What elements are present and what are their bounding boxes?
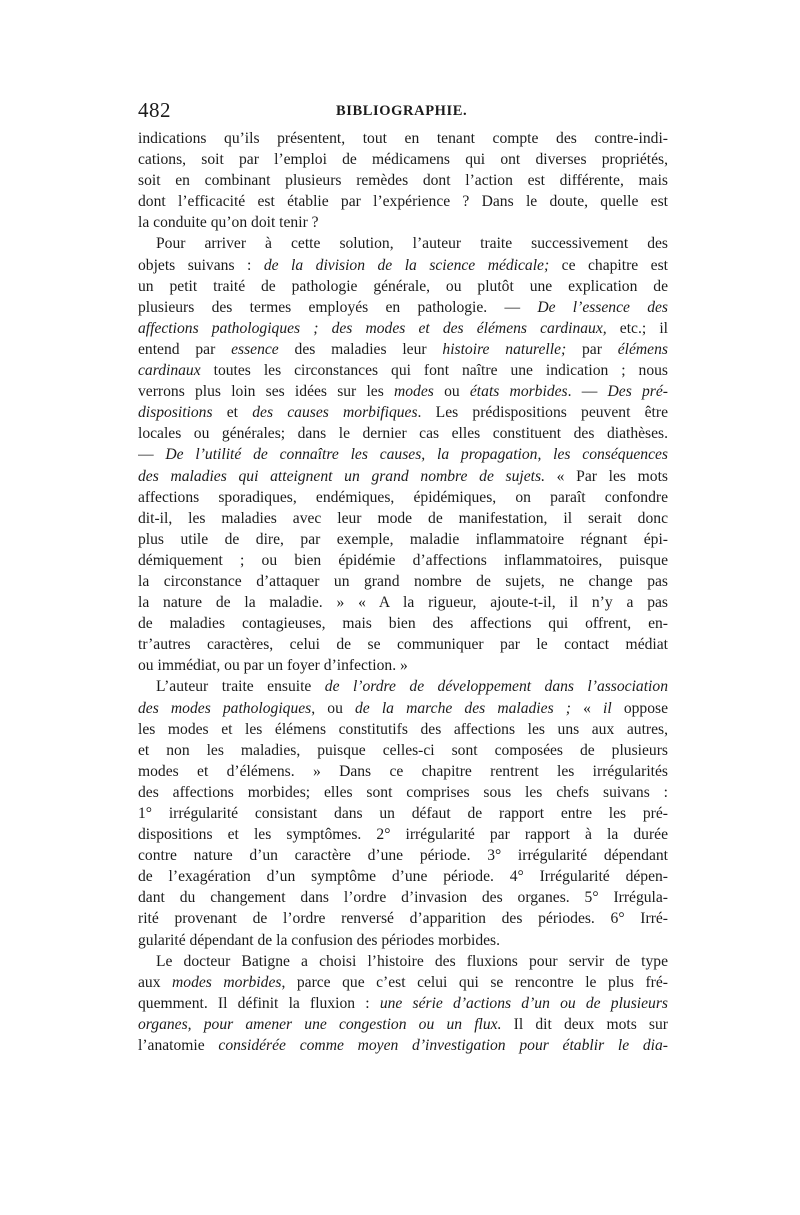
text-line — [138, 571, 668, 592]
italic-text-segment: des maladies qui atteignent un grand nombre de sujets. — [138, 467, 545, 485]
text-line — [138, 550, 668, 571]
text-segment: Le docteur Batigne a choisi l’histoire des fluxions pour servir de type — [156, 952, 668, 970]
text-segment: locales ou générales; dans le dernier cas elles constituent des diathèses. — [138, 425, 668, 443]
text-line — [138, 297, 668, 318]
text-segment: les modes et les élémens constitutifs des affections les uns aux autres, — [138, 720, 668, 738]
italic-text-segment: modes morbides — [172, 973, 282, 991]
text-segment: , parce que c’est celui qui se rencontre le plus fré- — [281, 973, 668, 991]
italic-text-segment: de la division de la science médicale; — [263, 256, 550, 274]
italic-text-segment: affections pathologiques ; des modes et des élémens cardinaux, — [138, 319, 607, 337]
text-line — [138, 149, 668, 170]
italic-text-segment: des modes pathologiques — [138, 699, 312, 717]
text-line — [138, 613, 668, 634]
italic-text-segment: histoire naturelle; — [442, 340, 567, 358]
text-line — [138, 824, 668, 845]
italic-text-segment: considérée comme moyen d’investigation pour établir le dia- — [218, 1037, 668, 1055]
text-segment: ou — [433, 383, 470, 401]
text-segment: etc.; il — [606, 319, 668, 337]
text-segment: plusieurs des termes employés en pathologie. — — [138, 298, 538, 316]
text-line — [138, 170, 668, 191]
text-line — [138, 423, 668, 444]
text-line — [138, 993, 668, 1014]
text-segment: et — [212, 404, 253, 422]
text-segment: de l’exagération d’un symptôme d’une période. 4° Irrégularité dépen- — [138, 868, 668, 886]
text-segment: aux — [138, 973, 173, 991]
text-segment: gularité dépendant de la confusion des périodes morbides. — [138, 931, 501, 949]
text-segment: . Les prédispositions peuvent être — [417, 404, 668, 422]
text-segment: ce chapitre est — [549, 256, 668, 274]
text-segment: objets suivans : — [138, 256, 264, 274]
text-line — [138, 887, 668, 908]
text-segment: et non les maladies, puisque celles-ci sont composées de plusieurs — [138, 741, 668, 759]
text-segment: affections sporadiques, endémiques, épidémiques, on paraît confondre — [138, 488, 668, 506]
text-segment: dont l’efficacité est établie par l’expérience ? Dans le doute, quelle est — [138, 193, 668, 211]
text-line — [138, 930, 668, 951]
text-line — [138, 782, 668, 803]
running-title: BIBLIOGRAPHIE. — [336, 103, 468, 119]
text-line — [138, 402, 668, 423]
text-segment: l’anatomie — [138, 1037, 219, 1055]
text-line — [138, 191, 668, 212]
italic-text-segment: élémens — [617, 340, 668, 358]
italic-text-segment: de la marche des maladies ; — [355, 699, 571, 717]
italic-text-segment: dispositions — [138, 404, 213, 422]
text-segment: L’auteur traite ensuite — [156, 678, 325, 696]
text-line — [138, 212, 668, 233]
text-segment: verrons plus loin ses idées sur les — [138, 383, 394, 401]
text-line — [138, 381, 668, 402]
text-line — [138, 128, 668, 149]
text-line — [138, 845, 668, 866]
text-line — [138, 592, 668, 613]
text-segment: entend par — [138, 340, 232, 358]
text-line — [138, 255, 668, 276]
text-line — [138, 466, 668, 487]
text-line — [138, 908, 668, 929]
italic-text-segment: De l’utilité de connaître les causes, la propagation, les conséquences — [165, 446, 668, 464]
italic-text-segment: De l’essence des — [537, 298, 668, 316]
text-segment: contre nature d’un caractère d’une période. 3° irrégularité dépendant — [138, 847, 668, 865]
text-segment: cations, soit par l’emploi de médicamens qui ont diverses propriétés, — [138, 151, 668, 169]
text-segment: par — [566, 340, 618, 358]
italic-text-segment: Des pré- — [607, 383, 668, 401]
text-segment: dant du changement dans l’ordre d’invasion des organes. 5° Irrégula- — [138, 889, 668, 907]
italic-text-segment: une série d’actions d’un ou de plusieurs — [379, 994, 668, 1012]
text-line — [138, 529, 668, 550]
text-segment: soit en combinant plusieurs remèdes dont l’action est différente, mais — [138, 172, 668, 190]
text-segment: la conduite qu’on doit tenir ? — [138, 214, 319, 232]
text-line — [138, 655, 668, 676]
text-segment: rité provenant de l’ordre renversé d’apparition des périodes. 6° Irré- — [138, 910, 668, 928]
text-segment: démiquement ; ou bien épidémie d’affections inflammatoires, puisque — [138, 551, 668, 569]
text-line — [138, 951, 668, 972]
text-segment: de maladies contagieuses, mais bien des affections qui offrent, en- — [138, 615, 668, 633]
italic-text-segment: de l’ordre de développement dans l’association — [324, 678, 668, 696]
italic-text-segment: cardinaux — [138, 362, 201, 380]
text-line — [138, 233, 668, 254]
text-line — [138, 803, 668, 824]
text-segment: dispositions et les symptômes. 2° irrégularité par rapport à la durée — [138, 826, 668, 844]
text-segment: la nature de la maladie. » « A la rigueur, ajoute-t-il, il n’y a pas — [138, 594, 668, 612]
text-line — [138, 866, 668, 887]
text-line — [138, 1035, 668, 1056]
text-segment: des affections morbides; elles sont comprises sous les chefs suivans : — [138, 783, 668, 801]
text-segment: Pour arriver à cette solution, l’auteur traite successivement des — [156, 235, 668, 253]
text-line — [138, 972, 668, 993]
text-segment: 1° irrégularité consistant dans un défaut de rapport entre les pré- — [138, 805, 668, 822]
text-segment: dit-il, les maladies avec leur mode de manifestation, il serait donc — [138, 509, 668, 527]
text-line — [138, 1014, 668, 1035]
running-head — [138, 96, 668, 124]
text-segment: oppose — [611, 699, 668, 717]
text-segment: plus utile de dire, par exemple, maladie inflammatoire régnant épi- — [138, 530, 668, 548]
text-segment: ou immédiat, ou par un foyer d’infection. » — [138, 657, 408, 675]
text-line — [138, 360, 668, 381]
text-segment: des maladies leur — [278, 340, 443, 358]
text-segment: — — [138, 446, 166, 464]
text-segment: , ou — [311, 699, 355, 717]
text-segment: un petit traité de pathologie générale, ou plutôt une explication de — [138, 277, 668, 295]
text-line — [138, 508, 668, 529]
text-segment: tr’autres caractères, celui de se communiquer par le contact médiat — [138, 636, 668, 654]
italic-text-segment: il — [603, 699, 612, 717]
italic-text-segment: organes, pour amener une congestion ou un flux. — [138, 1015, 502, 1033]
text-line — [138, 276, 668, 297]
text-segment: « Par les mots — [544, 467, 668, 485]
text-line — [138, 634, 668, 655]
text-line — [138, 487, 668, 508]
text-line — [138, 676, 668, 697]
text-segment: modes et d’élémens. » Dans ce chapitre rentrent les irrégularités — [138, 762, 668, 780]
text-line — [138, 339, 668, 360]
text-segment: toutes les circonstances qui font naître une indication ; nous — [200, 362, 668, 380]
body-text — [138, 128, 668, 1056]
text-segment: « — [570, 699, 604, 717]
text-segment: quemment. Il définit la fluxion : — [138, 994, 380, 1012]
text-line — [138, 698, 668, 719]
italic-text-segment: états morbides — [469, 383, 568, 401]
text-segment: . — — [567, 383, 608, 401]
text-line — [138, 719, 668, 740]
text-segment: Il dit deux mots sur — [501, 1015, 668, 1033]
text-line — [138, 444, 668, 465]
text-segment: la circonstance d’attaquer un grand nombre de sujets, ne change pas — [138, 572, 668, 590]
text-line — [138, 740, 668, 761]
italic-text-segment: essence — [231, 340, 279, 358]
italic-text-segment: modes — [394, 383, 434, 401]
text-segment: indications qu’ils présentent, tout en tenant compte des contre-indi- — [138, 130, 668, 147]
text-line — [138, 761, 668, 782]
page-number: 482 — [138, 98, 171, 122]
text-line — [138, 318, 668, 339]
italic-text-segment: des causes morbifiques — [252, 404, 418, 422]
